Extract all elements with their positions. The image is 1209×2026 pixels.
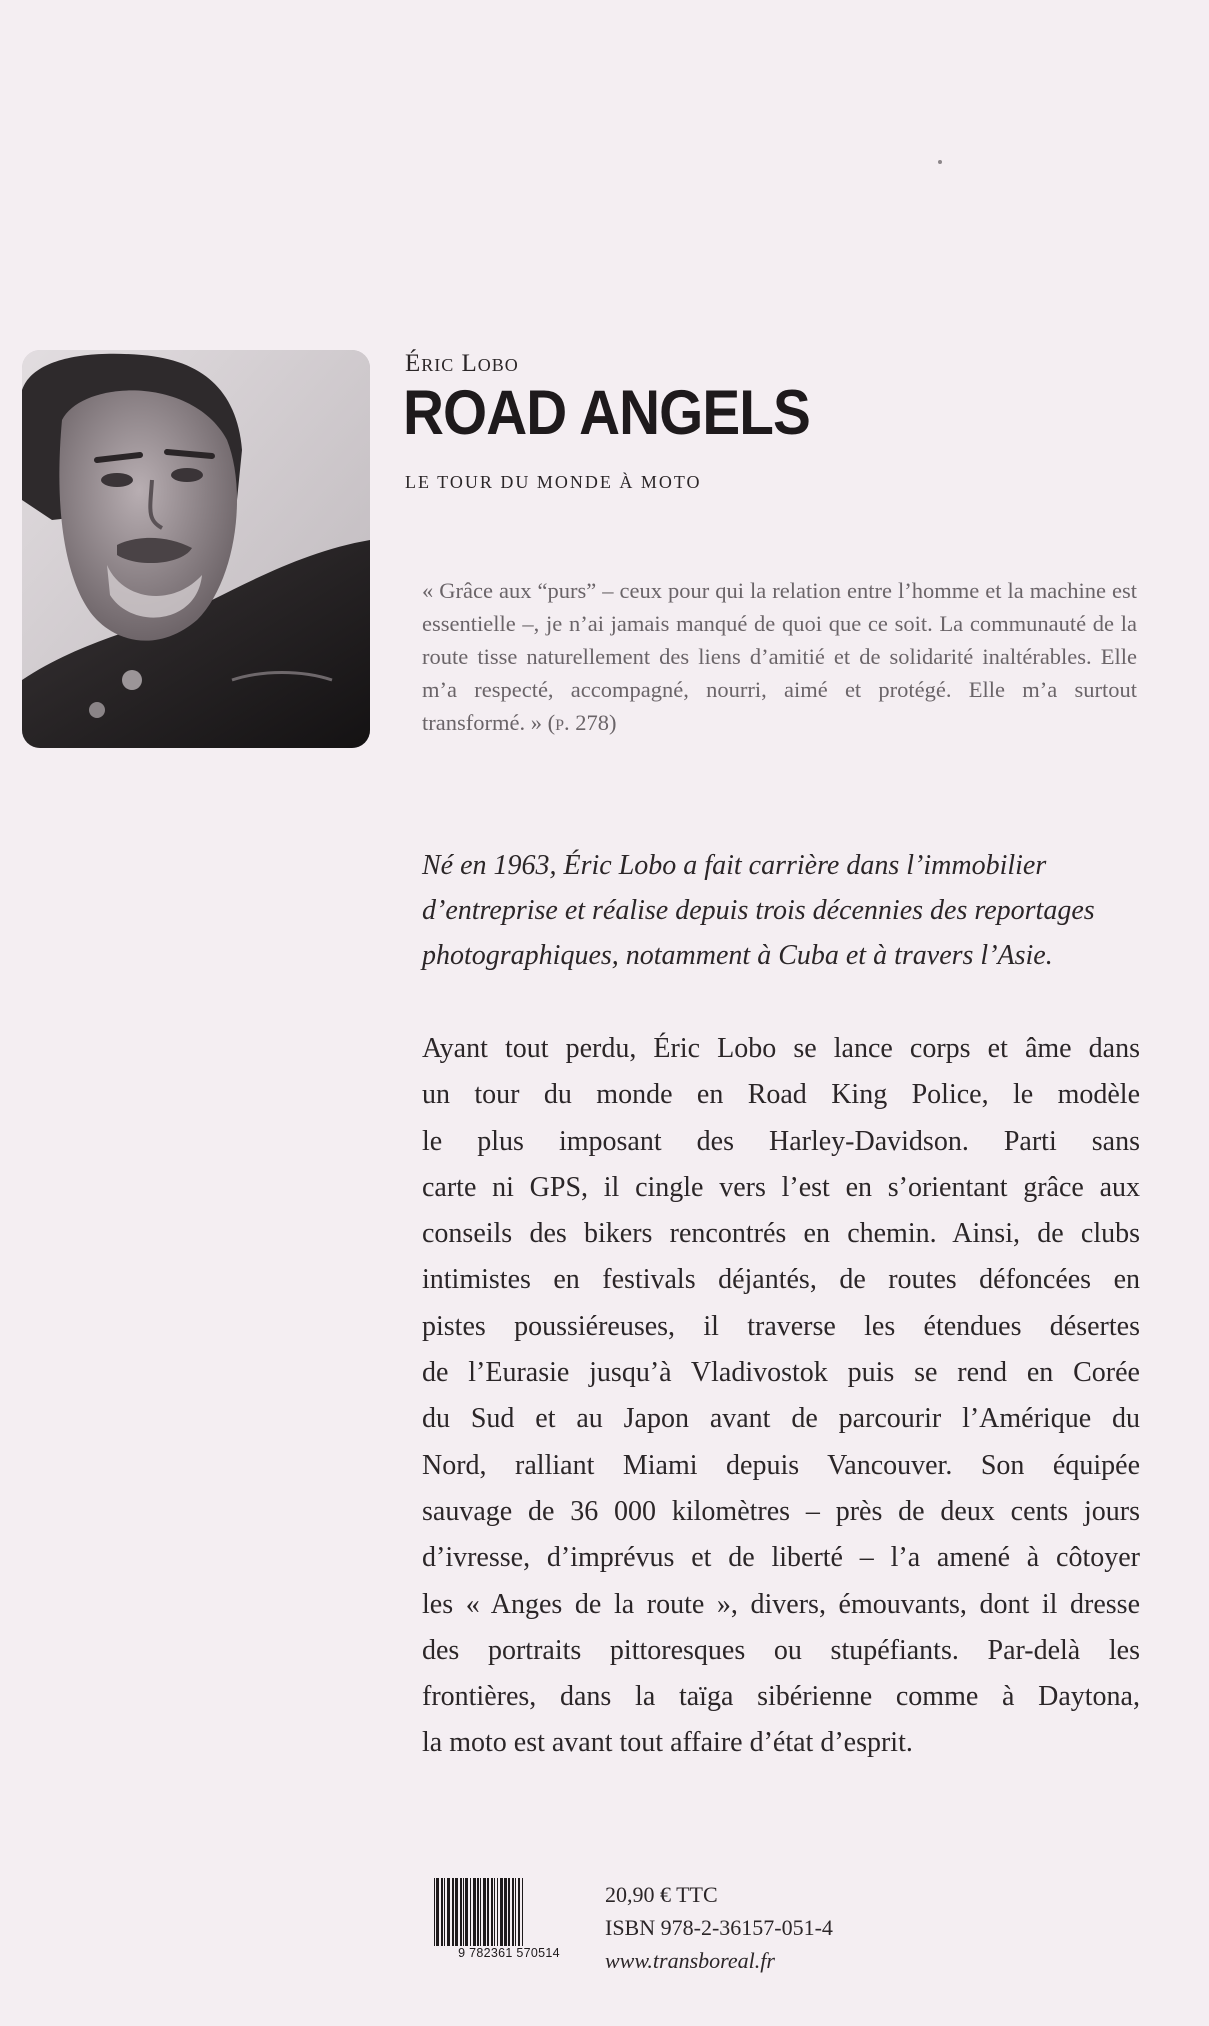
book-summary	[422, 1026, 1140, 1767]
quote-page-reference: (p. 278)	[547, 710, 617, 735]
price-label: 20,90 € TTC	[605, 1882, 718, 1907]
price-isbn-block	[605, 1878, 833, 1977]
barcode-bar	[463, 1878, 464, 1948]
author-bio	[422, 843, 1142, 978]
summary-line: Ayant tout perdu, Éric Lobo se lance corps et âme dans	[422, 1033, 1140, 1064]
barcode-bar	[518, 1878, 520, 1948]
barcode-bar	[436, 1878, 439, 1948]
barcode-bar	[470, 1878, 471, 1948]
barcode-bar	[473, 1878, 476, 1948]
barcode-bar	[500, 1878, 503, 1948]
bio-line: Né en 1963, Éric Lobo a fait carrière dans l’immobilier	[422, 850, 1047, 881]
barcode-bar	[522, 1878, 523, 1948]
barcode-bar	[491, 1878, 493, 1948]
barcode-bar	[477, 1878, 479, 1948]
summary-line: de l’Eurasie jusqu’à Vladivostok puis se rend en Corée	[422, 1357, 1140, 1389]
barcode-bar	[465, 1878, 468, 1948]
summary-line: Nord, ralliant Miami depuis Vancouver. Son équipée	[422, 1449, 1140, 1481]
barcode-bar	[480, 1878, 481, 1948]
barcode-bar	[455, 1878, 458, 1948]
summary-line: un tour du monde en Road King Police, le modèle	[422, 1079, 1140, 1111]
barcode-bar	[434, 1878, 435, 1948]
book-subtitle: LE TOUR DU MONDE À MOTO	[405, 472, 702, 492]
barcode-bar	[452, 1878, 454, 1948]
barcode-bar	[497, 1878, 498, 1948]
summary-line: carte ni GPS, il cingle vers l’est en s’orientant grâce aux	[422, 1171, 1140, 1203]
summary-line: intimistes en festivals déjantés, de routes défoncées en	[422, 1264, 1140, 1296]
barcode-bar	[487, 1878, 489, 1948]
barcode-bar	[444, 1878, 445, 1948]
summary-line: le plus imposant des Harley-Davidson. Parti sans	[422, 1125, 1140, 1157]
author-name: Éric Lobo	[405, 350, 519, 377]
summary-line: du Sud et au Japon avant de parcourir l’Amérique du	[422, 1403, 1140, 1435]
summary-line: conseils des bikers rencontrés en chemin. Ainsi, de clubs	[422, 1218, 1140, 1250]
barcode-bar	[441, 1878, 443, 1948]
excerpt-quote	[422, 574, 1137, 739]
summary-line: la moto est avant tout affaire d’état d’esprit.	[422, 1727, 913, 1759]
bio-line: d’entreprise et réalise depuis trois décennies des reportages	[422, 895, 1095, 926]
barcode-bar	[504, 1878, 507, 1948]
barcode-digits: 9 782361 570514	[430, 1946, 588, 1960]
quote-text: « Grâce aux “purs” – ceux pour qui la relation entre l’homme et la machine est essentielle –, je n’ai jamais manqué de quoi que ce soit. La communauté de la route tisse naturellement des liens d’amitié et de solidarité inaltérables. Elle m’a respecté, accompagné, nourri, aimé et protégé. Elle m’a surtout transformé. »	[422, 578, 1137, 735]
barcode-bar	[494, 1878, 495, 1948]
speck-mark	[938, 160, 942, 164]
summary-line: sauvage de 36 000 kilomètres – près de deux cents jours	[422, 1495, 1140, 1527]
book-title: ROAD ANGELS	[403, 378, 810, 448]
summary-line: des portraits pittoresques ou stupéfiants. Par-delà les	[422, 1634, 1140, 1666]
summary-line: frontières, dans la taïga sibérienne comme à Daytona,	[422, 1681, 1140, 1713]
isbn-label: ISBN 978-2-36157-051-4	[605, 1915, 833, 1940]
summary-line: les « Anges de la route », divers, émouvants, dont il dresse	[422, 1588, 1140, 1620]
barcode-bar	[460, 1878, 462, 1948]
barcode-bar	[483, 1878, 486, 1948]
barcode-bar	[508, 1878, 510, 1948]
publisher-website-link[interactable]: www.transboreal.fr	[605, 1948, 775, 1973]
summary-line: pistes poussiéreuses, il traverse les étendues désertes	[422, 1310, 1140, 1342]
barcode-bar	[512, 1878, 514, 1948]
bio-line: photographiques, notamment à Cuba et à travers l’Asie.	[422, 940, 1053, 971]
summary-line: d’ivresse, d’imprévus et de liberté – l’a amené à côtoyer	[422, 1542, 1140, 1574]
author-portrait-photo	[22, 350, 370, 748]
barcode-bar	[515, 1878, 516, 1948]
barcode-bar	[447, 1878, 450, 1948]
